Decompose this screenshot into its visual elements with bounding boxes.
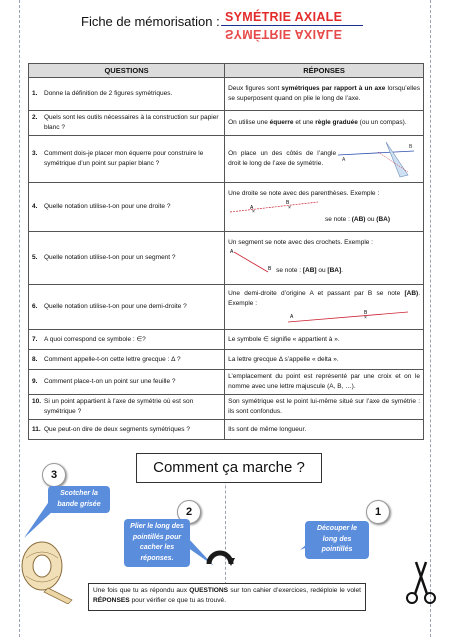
answer-cell: [225, 136, 424, 183]
question-text: Quels sont les outils nécessaires à la construction sur papier blanc ?: [44, 114, 219, 131]
answer-cell: Deux figures sont symétriques par rapport à un axe lorsqu’elles se superposent quand on plie le long de l’axe.: [225, 78, 424, 111]
step-3-circle: 3: [42, 463, 66, 487]
svg-text:B: B: [268, 265, 272, 272]
fold-arrow-icon: [205, 542, 235, 566]
question-text: Comment appelle-t-on cette lettre grecque : Δ ?: [44, 355, 181, 363]
step-1-bubble: Découper le long des pointillés: [305, 521, 369, 559]
question-text: Si un point appartient à l’axe de symétrie où est son symétrique ?: [44, 398, 194, 415]
question-number: 11.: [32, 425, 41, 433]
fold-line-right: [430, 0, 431, 637]
point-a-label: A: [342, 157, 346, 163]
step-1-circle: 1: [366, 500, 390, 524]
answer-text: On place un des côtés de l’angle droit le long de l’axe de symétrie.: [228, 150, 337, 167]
point-b-label: B: [409, 144, 413, 150]
svg-text:×: ×: [288, 205, 292, 211]
line-illustration: [228, 199, 328, 215]
answer-text: Un segment se note avec des crochets. Exemple :: [228, 239, 373, 247]
svg-text:A: A: [230, 248, 234, 255]
table-row: [29, 350, 424, 370]
answer-cell: Une droite se note avec des parenthèses. Exemple : A B × × se note : (AB) ou (BA): [225, 183, 424, 232]
answer-cell: On utilise une équerre et une règle graduée (ou un compas).: [225, 111, 424, 136]
table-row: [29, 420, 424, 440]
how-it-works-title: Comment ça marche ?: [136, 453, 322, 483]
questions-header: QUESTIONS: [29, 64, 225, 78]
answer-text: Une droite se note avec des parenthèses. Exemple :: [228, 190, 380, 198]
question-number: 6.: [32, 303, 38, 311]
question-text: Quelle notation utilise-t-on pour une demi-droite ?: [44, 303, 187, 311]
question-number: 3.: [32, 150, 38, 158]
table-row: [29, 78, 424, 111]
memorisation-table: [28, 63, 424, 440]
question-number: 2.: [32, 114, 38, 122]
answer-cell: Ils sont de même longueur.: [225, 420, 424, 440]
question-text: Comment dois-je placer mon équerre pour construire le symétrique d’un point sur papier blanc ?: [44, 150, 204, 167]
question-text: A quoi correspond ce symbole : ∈?: [44, 335, 146, 343]
symetrie-logo: [221, 8, 365, 44]
scissors-icon: [404, 560, 440, 606]
page-title: Fiche de mémorisation :: [81, 14, 220, 29]
logo-text-reflected: SYMÉTRIE AXIALE: [225, 27, 343, 41]
speech-tail-3: [24, 500, 54, 540]
answer-cell: L’emplacement du point est représenté par une croix et on le nomme avec une lettre majuscule (A, B, …).: [225, 370, 424, 395]
question-number: 8.: [32, 355, 38, 363]
question-text: Que peut-on dire de deux segments symétriques ?: [44, 425, 190, 433]
svg-text:A: A: [290, 313, 294, 320]
instruction-note: Une fois que tu as répondu aux QUESTIONS sur ton cahier d’exercices, redéploie le volet RÉPONSES pour vérifier ce que tu as trouvé.: [88, 583, 366, 611]
answer-cell: Une demi-droite d’origine A et passant par B se note [AB). Exemple : A B ×: [225, 285, 424, 330]
answers-header: RÉPONSES: [225, 64, 424, 78]
question-number: 5.: [32, 254, 38, 262]
answer-cell: Un segment se note avec des crochets. Exemple : A B se note : [AB] ou [BA].: [225, 232, 424, 285]
question-number: 1.: [32, 90, 38, 98]
answer-cell: Le symbole ∈ signifie « appartient à ».: [225, 330, 424, 350]
question-text: Comment place-t-on un point sur une feuille ?: [44, 378, 176, 386]
step-2-bubble: Plier le long des pointillés pour cacher les réponses.: [124, 519, 190, 567]
table-row: [29, 330, 424, 350]
table-row: [29, 136, 424, 183]
svg-text:A: A: [250, 205, 254, 211]
question-number: 9.: [32, 378, 38, 386]
table-row: [29, 395, 424, 420]
question-number: 4.: [32, 203, 38, 211]
segment-illustration: [228, 248, 274, 278]
answer-cell: Son symétrique est le point lui-même situé sur l’axe de symétrie : ils sont confondus.: [225, 395, 424, 420]
set-square-illustration: [336, 139, 416, 179]
answer-cell: La lettre grecque Δ s’appelle « delta ».: [225, 350, 424, 370]
svg-text:×: ×: [364, 314, 368, 321]
question-text: Donne la définition de 2 figures symétriques.: [44, 90, 173, 98]
logo-axis-line: [221, 25, 363, 26]
step-2-circle: 2: [177, 500, 201, 524]
question-number: 7.: [32, 335, 38, 343]
tape-roll-icon: [18, 536, 74, 604]
table-row: [29, 285, 424, 330]
question-number: 10.: [32, 398, 42, 406]
svg-text:B: B: [286, 200, 290, 206]
svg-text:B: B: [364, 309, 368, 316]
svg-text:×: ×: [252, 209, 256, 215]
question-text: Quelle notation utilise-t-on pour une droite ?: [44, 203, 171, 211]
table-row: [29, 111, 424, 136]
logo-text: SYMÉTRIE AXIALE: [225, 10, 343, 24]
table-row: [29, 183, 424, 232]
table-row: [29, 370, 424, 395]
table-row: [29, 232, 424, 285]
question-text: Quelle notation utilise-t-on pour un segment ?: [44, 254, 176, 262]
ray-illustration: [268, 309, 418, 325]
step-3-bubble: Scotcher la bande grisée: [48, 486, 110, 513]
